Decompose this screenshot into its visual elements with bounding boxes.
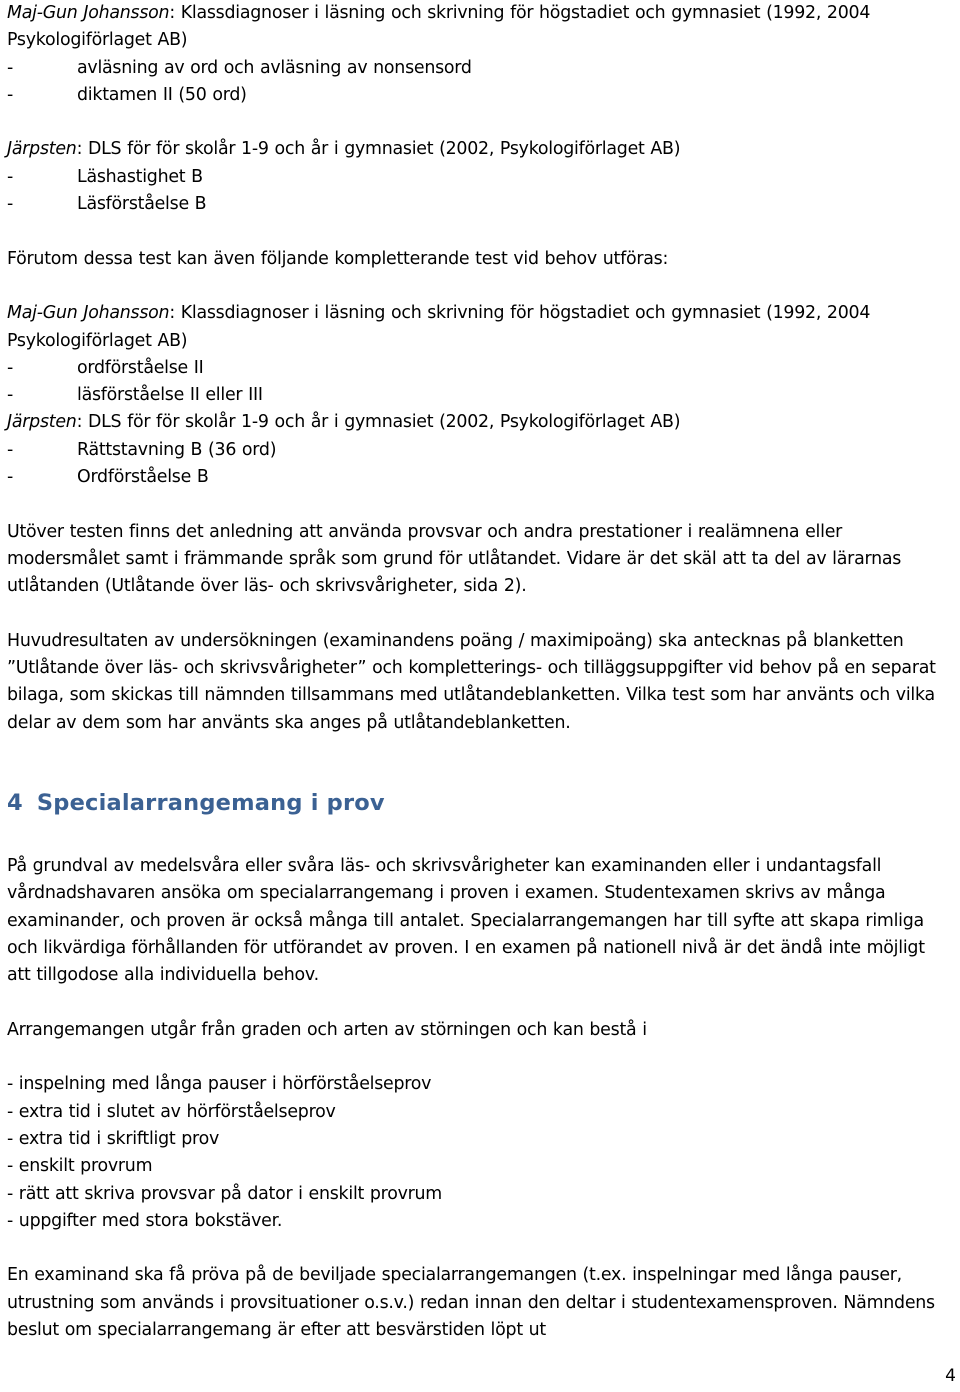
list-item bbox=[7, 164, 953, 191]
author-name: Maj-Gun Johansson bbox=[7, 303, 170, 324]
document-page bbox=[7, 0, 953, 1344]
reference-text: : Klassdiagnoser i läsning och skrivning för högstadiet och gymnasiet (1992, 2004 Psykologiförlaget AB) bbox=[7, 303, 871, 351]
list-item bbox=[7, 82, 953, 109]
list-item bbox=[7, 382, 953, 409]
dash-marker: - bbox=[7, 84, 14, 105]
list-item bbox=[7, 191, 953, 218]
list-item: - uppgifter med stora bokstäver. bbox=[7, 1210, 283, 1231]
paragraph: Utöver testen finns det anledning att använda provsvar och andra prestationer i realämnena eller modersmålet samt i främmande språk som grund för utlåtandet. Vidare är det skäl att ta del av lärarnas utlåtanden (Utlåtande över läs- och skrivsvårigheter, sida 2). bbox=[7, 521, 902, 597]
paragraph: Huvudresultaten av undersökningen (examinandens poäng / maximipoäng) ska antecknas på blanketten ”Utlåtande över läs- och skrivsvårigheter” och kompletterings- och tilläggsuppgifter vid behov på en separat bilaga, som skickas till nämnden tillsammans med utlåtandeblanketten. Vilka test som har använts och vilka delar av dem som har använts ska anges på utlåtandeblanketten. bbox=[7, 630, 936, 733]
dash-marker: - bbox=[7, 357, 14, 378]
list-item: - extra tid i skriftligt prov bbox=[7, 1128, 220, 1149]
list-item-text: Läsförståelse B bbox=[77, 194, 207, 215]
test-reference bbox=[7, 409, 953, 436]
author-name: Järpsten bbox=[7, 412, 77, 433]
paragraph: Arrangemangen utgår från graden och arten av störningen och kan bestå i bbox=[7, 1019, 647, 1040]
test-reference bbox=[7, 0, 953, 55]
test-reference bbox=[7, 136, 953, 163]
section-title: Specialarrangemang i prov bbox=[36, 790, 385, 817]
list-item bbox=[7, 355, 953, 382]
page-number: 4 bbox=[945, 1366, 956, 1386]
list-item-text: avläsning av ord och avläsning av nonsensord bbox=[77, 57, 472, 78]
dash-marker: - bbox=[7, 166, 14, 187]
paragraph: På grundval av medelsvåra eller svåra läs- och skrivsvårigheter kan examinanden eller i undantagsfall vårdnadshavaren ansöka om specialarrangemang i proven i examen. Studentexamen skrivs av många examinander, och proven är också många till antalet. Specialarrangemangen har till syfte att skapa rimliga och likvärdiga förhållanden för utförandet av proven. I en examen på nationell nivå är det ändå inte möjligt att tillgodose alla individuella behov. bbox=[7, 856, 925, 986]
list-item: - extra tid i slutet av hörförståelseprov bbox=[7, 1101, 336, 1122]
dash-marker: - bbox=[7, 194, 14, 215]
author-name: Maj-Gun Johansson bbox=[7, 3, 170, 23]
reference-text: : Klassdiagnoser i läsning och skrivning för högstadiet och gymnasiet (1992, 2004 Psykologiförlaget AB) bbox=[7, 3, 871, 51]
test-reference bbox=[7, 300, 953, 355]
paragraph: En examinand ska få pröva på de beviljade specialarrangemangen (t.ex. inspelningar med långa pauser, utrustning som används i provsituationer o.s.v.) redan innan den deltar i studentexamensproven. Nämndens beslut om specialarrangemang är efter att besvärstiden löpt ut bbox=[7, 1265, 935, 1341]
dash-marker: - bbox=[7, 57, 14, 78]
list-item-text: Rättstavning B (36 ord) bbox=[77, 439, 277, 460]
list-item: - rätt att skriva provsvar på dator i enskilt provrum bbox=[7, 1183, 442, 1204]
section-number: 4 bbox=[7, 790, 23, 817]
dash-marker: - bbox=[7, 385, 14, 406]
section-heading bbox=[7, 773, 953, 833]
list-item-text: Läshastighet B bbox=[77, 166, 203, 187]
list-item-text: diktamen II (50 ord) bbox=[77, 84, 247, 105]
list-item bbox=[7, 464, 953, 491]
list-item-text: läsförståelse II eller III bbox=[77, 385, 263, 406]
arrangements-list bbox=[7, 1071, 953, 1235]
list-item: - inspelning med långa pauser i hörförståelseprov bbox=[7, 1074, 432, 1095]
reference-text: : DLS för för skolår 1-9 och år i gymnasiet (2002, Psykologiförlaget AB) bbox=[76, 139, 681, 160]
dash-marker: - bbox=[7, 467, 14, 488]
author-name: Järpsten bbox=[7, 139, 77, 160]
list-item bbox=[7, 55, 953, 82]
list-item bbox=[7, 437, 953, 464]
list-item: - enskilt provrum bbox=[7, 1156, 153, 1177]
intro-paragraph: Förutom dessa test kan även följande kompletterande test vid behov utföras: bbox=[7, 248, 669, 269]
dash-marker: - bbox=[7, 439, 14, 460]
list-item-text: ordförståelse II bbox=[77, 357, 204, 378]
list-item-text: Ordförståelse B bbox=[77, 467, 209, 488]
reference-text: : DLS för för skolår 1-9 och år i gymnasiet (2002, Psykologiförlaget AB) bbox=[76, 412, 681, 433]
